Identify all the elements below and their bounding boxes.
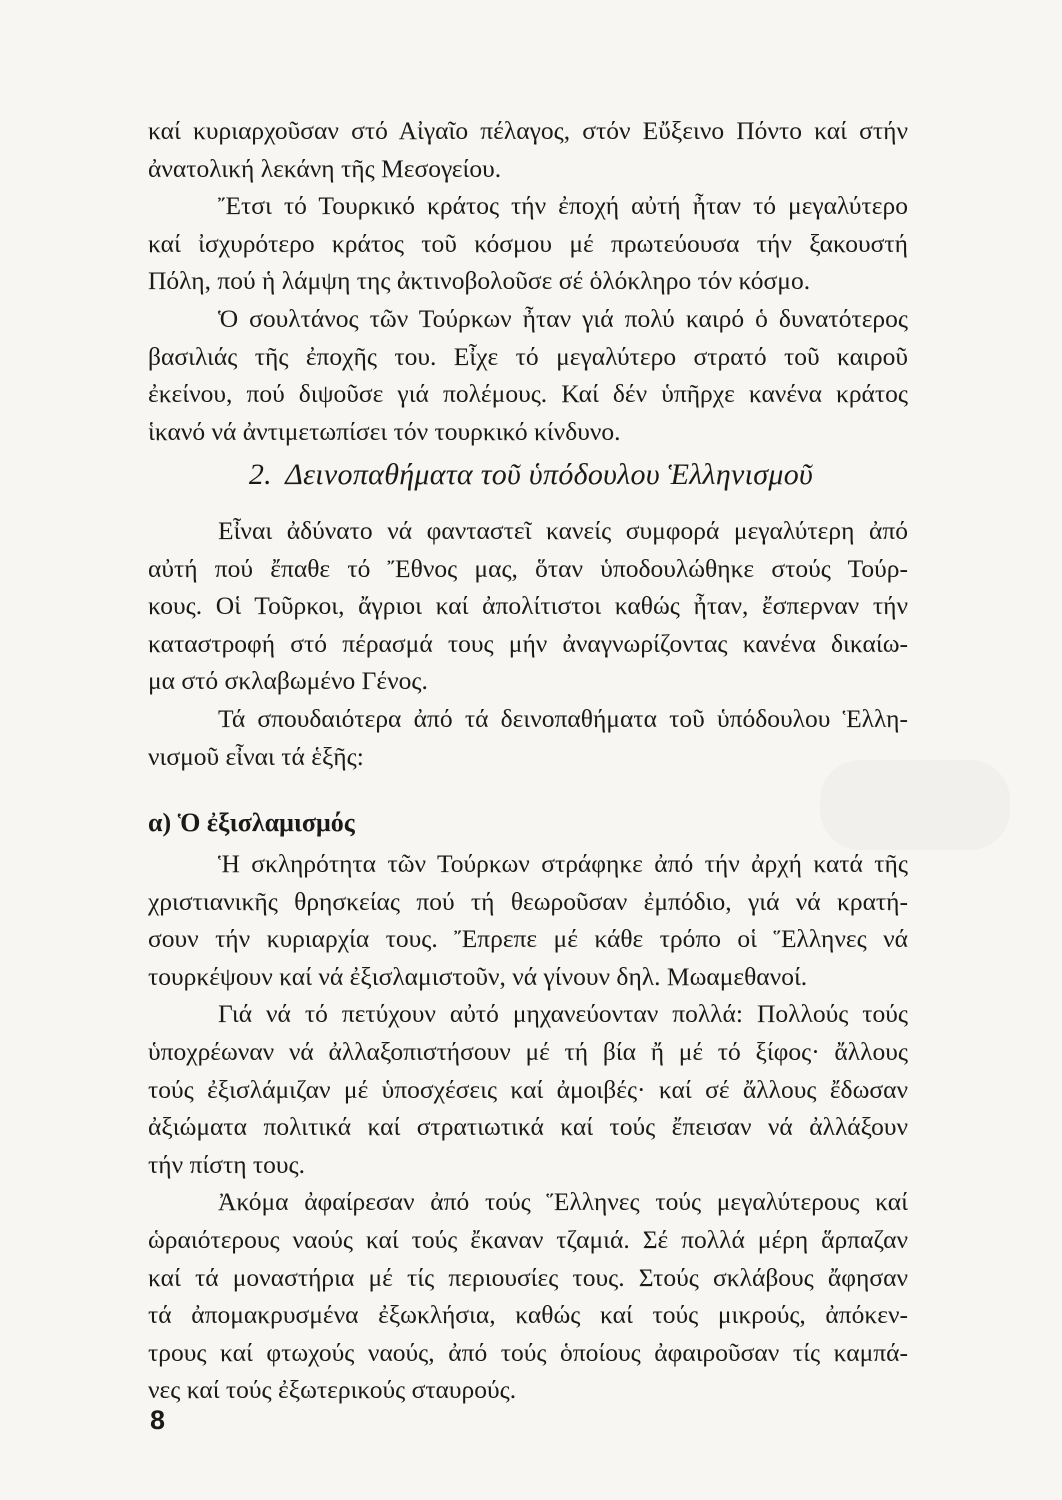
- page-number: 8: [150, 1405, 166, 1435]
- text-line: τήν πίστη τους.: [148, 1149, 306, 1179]
- text-line: ἀνατολική λεκάνη τῆς Μεσογείου.: [148, 153, 502, 183]
- text-line: ἀξιώματα πολιτικά καί στρατιωτικά καί τούς ἔπεισαν νά ἀλλάξουν: [148, 1112, 908, 1142]
- text-line: Ἔτσι τό Τουρκικό κράτος τήν ἐποχή αὐτή ἦταν τό μεγαλύτερο: [218, 191, 908, 221]
- text-line: νες καί τούς ἐξωτερικούς σταυρούς.: [148, 1375, 517, 1405]
- section-number: 2.: [248, 458, 272, 491]
- text-line: βασιλιάς τῆς ἐποχῆς του. Εἶχε τό μεγαλύτερο στρατό τοῦ καιροῦ: [148, 341, 908, 371]
- text-line: καί ἰσχυρότερο κράτος τοῦ κόσμου μέ πρωτεύουσα τήν ξακουστή: [148, 228, 908, 258]
- text-line: τά ἀπομακρυσμένα ἐξωκλήσια, καθώς καί τούς μικρούς, ἀπόκεν-: [148, 1300, 908, 1330]
- section-2-body: [148, 512, 908, 775]
- text-line: αὐτή πού ἔπαθε τό Ἔθνος μας, ὅταν ὑποδουλώθηκε στούς Τούρ-: [148, 553, 908, 583]
- text-line: σουν τήν κυριαρχία τους. Ἔπρεπε μέ κάθε τρόπο οἱ Ἕλληνες νά: [148, 924, 908, 954]
- text-line: τούς ἐξισλάμιζαν μέ ὑποσχέσεις καί ἀμοιβές· καί σέ ἄλλους ἔδωσαν: [148, 1074, 908, 1104]
- text-line: Ὁ σουλτάνος τῶν Τούρκων ἦταν γιά πολύ καιρό ὁ δυνατότερος: [218, 303, 908, 333]
- text-line: Πόλη, πού ἡ λάμψη της ἀκτινοβολοῦσε σέ ὁλόκληρο τόν κόσμο.: [148, 266, 811, 296]
- text-line: Ἀκόμα ἀφαίρεσαν ἀπό τούς Ἕλληνες τούς μεγαλύτερους καί: [218, 1187, 908, 1217]
- intro-paragraphs: [148, 112, 908, 450]
- subsection-heading: α) Ὁ ἐξισλαμισμός: [148, 808, 355, 837]
- text-line: τουρκέψουν καί νά ἐξισλαμιστοῦν, νά γίνουν δηλ. Μωαμεθανοί.: [148, 961, 808, 991]
- text-line: χριστιανικῆς θρησκείας πού τή θεωροῦσαν ἐμπόδιο, γιά νά κρατή-: [148, 886, 908, 916]
- section-title: [0, 458, 1062, 492]
- text-line: νισμοῦ εἶναι τά ἑξῆς:: [148, 741, 364, 771]
- text-line: κους. Οἱ Τοῦρκοι, ἄγριοι καί ἀπολίτιστοι καθώς ἦταν, ἔσπερναν τήν: [148, 591, 908, 621]
- text-line: καταστροφή στό πέρασμά τους μήν ἀναγνωρίζοντας κανένα δικαίω-: [148, 628, 908, 658]
- text-line: καί τά μοναστήρια μέ τίς περιουσίες τους. Στούς σκλάβους ἄφησαν: [148, 1262, 908, 1292]
- text-line: ἱκανό νά ἀντιμετωπίσει τόν τουρκικό κίνδυνο.: [148, 416, 621, 446]
- text-line: ὑποχρέωναν νά ἀλλαξοπιστήσουν μέ τή βία ἤ μέ τό ξίφος· ἄλλους: [148, 1036, 908, 1066]
- text-line: ἐκείνου, πού διψοῦσε γιά πολέμους. Καί δέν ὑπῆρχε κανένα κράτος: [148, 379, 908, 409]
- section-title-text: Δεινοπαθήματα τοῦ ὑπόδουλου Ἑλληνισμοῦ: [285, 458, 814, 491]
- text-line: καί κυριαρχοῦσαν στό Αἰγαῖο πέλαγος, στόν Εὔξεινο Πόντο καί στήν: [148, 116, 908, 145]
- text-line: Εἶναι ἀδύνατο νά φανταστεῖ κανείς συμφορά μεγαλύτερη ἀπό: [218, 516, 908, 545]
- text-line: Ἡ σκληρότητα τῶν Τούρκων στράφηκε ἀπό τήν ἀρχή κατά τῆς: [218, 849, 908, 878]
- text-line: μα στό σκλαβωμένο Γένος.: [148, 666, 428, 696]
- text-line: Γιά νά τό πετύχουν αὐτό μηχανεύονταν πολλά: Πολλούς τούς: [218, 999, 908, 1029]
- subsection-a-body: [148, 845, 908, 1409]
- text-line: ὡραιότερους ναούς καί τούς ἔκαναν τζαμιά. Σέ πολλά μέρη ἅρπαζαν: [148, 1224, 908, 1254]
- text-line: τρους καί φτωχούς ναούς, ἀπό τούς ὁποίους ἀφαιροῦσαν τίς καμπά-: [148, 1337, 908, 1367]
- text-line: Τά σπουδαιότερα ἀπό τά δεινοπαθήματα τοῦ ὑπόδουλου Ἑλλη-: [218, 703, 908, 733]
